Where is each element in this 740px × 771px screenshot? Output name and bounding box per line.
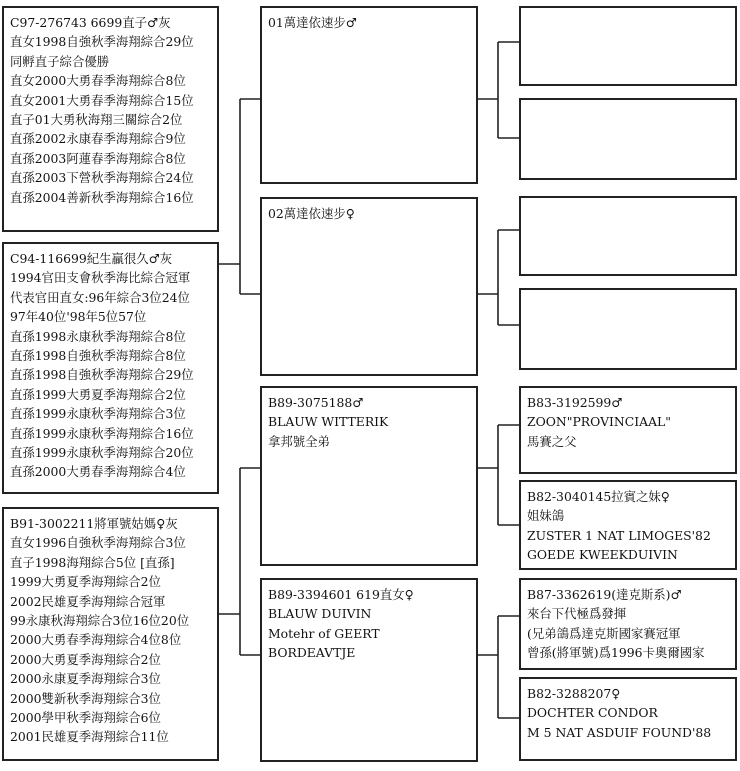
card-line: C94-116699紀生贏很久♂灰 [10,251,173,266]
card-line: Motehr of GEERT [268,625,380,641]
card-line: 直孫1999大勇夏季海翔綜合2位 [10,386,186,402]
card-line: 直孫1999永康秋季海翔綜合20位 [10,445,194,461]
card-line: 02萬達依速步♀ [268,206,355,221]
card-line: 直女2000大勇春季海翔綜合8位 [10,73,186,89]
card-line: 直孫2003下營秋季海翔綜合24位 [10,170,194,186]
card-line: C97-276743 6699直子♂灰 [10,15,171,30]
card-line: 直孫2002永康春季海翔綜合9位 [10,131,186,147]
parent-02-card [260,197,478,376]
card-line: 拿邦號全弟 [268,433,330,449]
granddam-card [2,507,219,761]
grandparent-b89-3394601-card [260,578,478,762]
card-line: 01萬達依速步♂ [268,15,357,30]
card-line: B83-3192599♂ [527,395,623,410]
card-line: 2000學甲秋季海翔綜合6位 [10,710,161,726]
card-line: 2001民雄夏季海翔綜合11位 [10,729,169,745]
card-line: BLAUW DUIVIN [268,606,372,622]
card-line: BLAUW WITTERIK [268,414,389,430]
card-line: GOEDE KWEEKDUIVIN [527,547,678,563]
card-line: 2000大勇春季海翔綜合4位8位 [10,632,182,648]
card-line: 直孫2003阿蓮春季海翔綜合8位 [10,150,186,166]
empty-card-2 [519,98,737,180]
card-line: 2000永康夏季海翔綜合3位 [10,671,161,687]
card-line: 直孫2004善新秋季海翔綜合16位 [10,189,194,205]
card-line: 直孫1998自強秋季海翔綜合29位 [10,367,194,383]
card-line: 直子01大勇秋海翔三關綜合2位 [10,112,183,128]
parent-01-card [260,6,478,184]
card-line: 同孵直子綜合優勝 [10,53,110,69]
card-line: 2000雙新秋季海翔綜合3位 [10,690,161,706]
card-line: B87-3362619(達克斯系)♂ [527,587,682,602]
card-line: 代表官田直女:96年綜合3位24位 [10,289,190,305]
great-grandparent-b82-3288207-card [519,677,737,761]
card-line: 97年40位'98年5位57位 [10,309,147,325]
card-line: 直孫1998自強秋季海翔綜合8位 [10,348,186,364]
great-grandparent-b87-3362619-card [519,578,737,670]
card-line: (兄弟鴿爲達克斯國家賽冠軍 [527,625,681,641]
card-line: B89-3394601 619直女♀ [268,587,414,602]
card-line: 直孫1999永康秋季海翔綜合3位 [10,406,186,422]
empty-card-1 [519,6,737,86]
card-line: 馬賽之父 [527,433,577,449]
empty-card-4 [519,288,737,370]
card-line: 99永康秋海翔綜合3位16位20位 [10,613,190,629]
card-line: B89-3075188♂ [268,395,364,410]
card-line: 1994官田支會秋季海比綜合冠軍 [10,270,191,286]
sire-card [2,6,219,232]
great-grandparent-b83-3192599-card [519,386,737,474]
empty-card-3 [519,196,737,276]
dam-card [2,242,219,494]
card-line: M 5 NAT ASDUIF FOUND'88 [527,724,712,740]
grandparent-b89-3075188-card [260,386,478,566]
card-line: 直女2001大勇春季海翔綜合15位 [10,92,194,108]
card-line: 直女1998自強秋季海翔綜合29位 [10,34,194,50]
card-line: B82-3040145拉賓之妹♀ [527,489,670,504]
card-line: 1999大勇夏季海翔綜合2位 [10,574,161,590]
card-line: B91-3002211將軍號姑媽♀灰 [10,516,178,531]
card-line: 直子1998海翔綜合5位 [直孫] [10,554,175,570]
card-line: 曾孫(將軍號)爲1996卡奧爾國家 [527,645,705,661]
card-line: 直孫1999永康秋季海翔綜合16位 [10,425,194,441]
card-line: 直孫2000大勇春季海翔綜合4位 [10,464,186,480]
card-line: B82-3288207♀ [527,686,621,701]
card-line: 2002民雄夏季海翔綜合冠軍 [10,593,166,609]
great-grandparent-b82-3040145-card [519,480,737,570]
card-line: 姐妹鴿 [527,508,565,524]
card-line: 來台下代極爲發揮 [527,606,627,622]
card-line: BORDEAVTJE [268,645,356,661]
card-line: 直女1996自強秋季海翔綜合3位 [10,535,186,551]
card-line: DOCHTER CONDOR [527,705,658,721]
card-line: ZOON"PROVINCIAAL" [527,414,671,430]
card-line: 直孫1998永康秋季海翔綜合8位 [10,328,186,344]
card-line: ZUSTER 1 NAT LIMOGES'82 [527,527,711,543]
card-line: 2000大勇夏季海翔綜合2位 [10,651,161,667]
